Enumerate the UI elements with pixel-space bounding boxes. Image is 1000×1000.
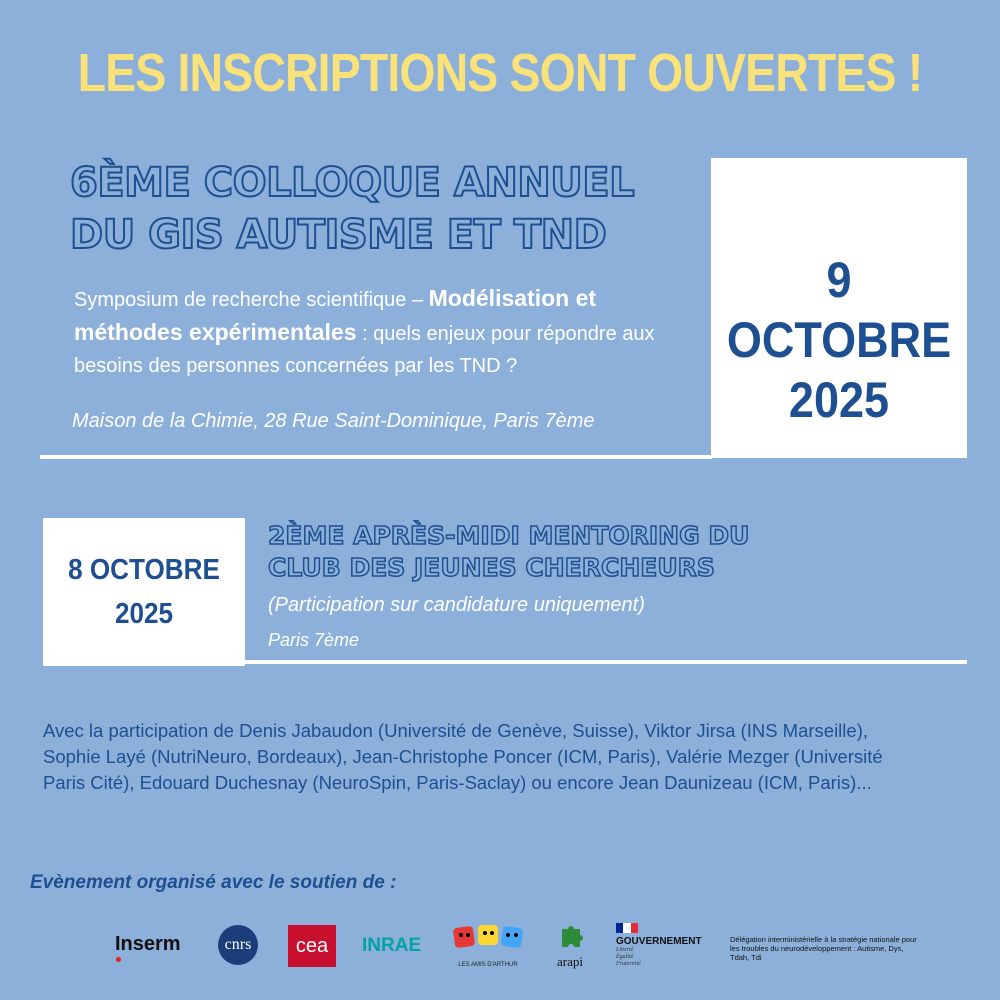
colloque-title-line2: DU GIS AUTISME ET TND [70, 212, 607, 258]
mentoring-title-line2: CLUB DES JEUNES CHERCHEURS [268, 553, 715, 582]
participants-text: Avec la participation de Denis Jabaudon (Université de Genève, Suisse), Viktor Jirsa (INS Marseille), Sophie Layé (NutriNeuro, Bordeaux), Jean-Christophe Poncer (ICM, Paris), Valérie Mezger (Université Paris Cité), Edouard Duchesnay (NeuroSpin, Paris-Saclay) ou encore Jean Daunizeau (ICM, Paris)... [43, 720, 883, 793]
cea-logo-text: cea [295, 935, 329, 957]
mentoring-date-box [43, 518, 245, 666]
amis-arthur-logo [448, 921, 528, 971]
cea-logo [288, 925, 336, 967]
mentoring-subtitle: (Participation sur candidature uniquement) [268, 594, 645, 616]
cnrs-logo [218, 925, 258, 965]
mentoring-place: Paris 7ème [268, 630, 360, 650]
colloque-description [74, 282, 694, 382]
desc-prefix: Symposium de recherche scientifique – [74, 289, 429, 311]
amis-arthur-text: LES AMIS D'ARTHUR [458, 962, 518, 968]
gouvernement-text: GOUVERNEMENT [616, 936, 702, 947]
mentoring-date-year: 2025 [114, 598, 174, 630]
french-flag-icon [616, 923, 638, 933]
inrae-logo [362, 935, 421, 957]
inserm-logo [115, 933, 181, 956]
colloque-date-box [711, 158, 967, 458]
colloque-date-year: 2025 [788, 372, 890, 428]
inserm-logo-text: Inserm [115, 933, 181, 955]
desc-suffix: : quels enjeux pour répondre aux besoins des personnes concernées par les TND ? [74, 323, 655, 377]
gouvernement-motto: Liberté Égalité Fraternité [616, 947, 641, 967]
gouvernement-logo [616, 923, 716, 979]
headline: LES INSCRIPTIONS SONT OUVERTES ! [77, 43, 923, 103]
colloque-venue: Maison de la Chimie, 28 Rue Saint-Dominique, Paris 7ème [72, 410, 595, 432]
desc-bold: Modélisation et méthodes expérimentales [74, 285, 597, 345]
divider-1 [40, 455, 712, 459]
colloque-date-day: 9 OCTOBRE [726, 252, 952, 368]
arapi-text: arapi [557, 954, 583, 969]
sponsor-logos [0, 915, 1000, 985]
delegation-logo: Délégation interministérielle à la stratégie nationale pour les troubles du neurodéveloppement : Autisme, Dys, Tdah, Tdi [730, 935, 917, 962]
inrae-logo-text: INRAE [362, 935, 422, 956]
mentoring-date-day: 8 OCTOBRE [68, 554, 220, 586]
puzzle-piece-icon [556, 923, 584, 953]
cnrs-logo-text: cnrs [224, 936, 252, 953]
amis-arthur-faces-icon [448, 921, 528, 957]
inserm-dot [116, 957, 121, 962]
divider-2 [245, 660, 967, 664]
organised-by-label: Evènement organisé avec le soutien de : [30, 872, 397, 893]
arapi-logo [550, 923, 590, 975]
mentoring-title-line1: 2ÈME APRÈS-MIDI MENTORING DU [268, 521, 750, 550]
colloque-title-line1: 6ÈME COLLOQUE ANNUEL [70, 160, 635, 206]
